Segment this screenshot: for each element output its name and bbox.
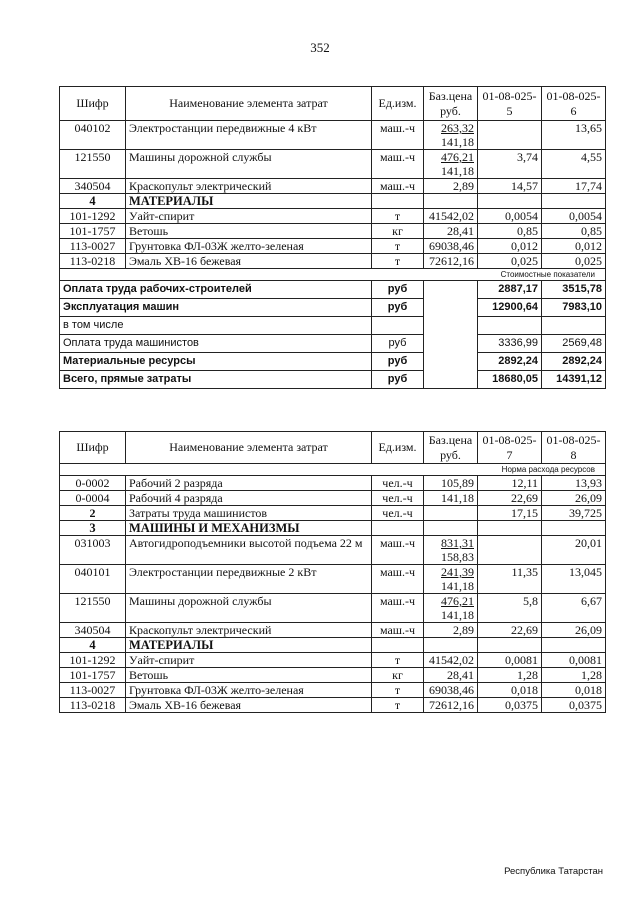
table-row (60, 623, 606, 638)
summary-row (60, 371, 606, 389)
cell-name: Рабочий 4 разряда (126, 491, 372, 506)
summary-unit: руб (372, 371, 424, 389)
summary-label: Оплата труда машинистов (60, 335, 372, 353)
cell-price: 2,89 (424, 179, 478, 194)
cell-unit: маш.-ч (372, 150, 424, 179)
cell-price: 72612,16 (424, 698, 478, 713)
cell-price: 28,41 (424, 224, 478, 239)
cell-code: 040101 (60, 565, 126, 594)
cell-unit: т (372, 209, 424, 224)
cost-table-1 (59, 86, 606, 389)
cell-value: 17,15 (478, 506, 542, 521)
cell-value: 0,85 (478, 224, 542, 239)
cell-price: 476,21 141,18 (424, 150, 478, 179)
summary-label: Всего, прямые затраты (60, 371, 372, 389)
cell-price: 141,18 (424, 491, 478, 506)
cell-code: 101-1757 (60, 668, 126, 683)
table-row (60, 224, 606, 239)
summary-label: в том числе (60, 317, 372, 335)
cell-value: 0,0054 (478, 209, 542, 224)
cell-code: 340504 (60, 179, 126, 194)
cell-price: 41542,02 (424, 653, 478, 668)
summary-value (478, 317, 542, 335)
summary-row (60, 353, 606, 371)
cell-value: 0,012 (478, 239, 542, 254)
cell-value: 22,69 (478, 623, 542, 638)
cell-value: 0,012 (542, 239, 606, 254)
table-row (60, 179, 606, 194)
header-name: Наименование элемента затрат (126, 87, 372, 121)
cell-unit: т (372, 698, 424, 713)
table-row (60, 209, 606, 224)
group-number: 4 (60, 638, 126, 653)
cell-value: 0,0054 (542, 209, 606, 224)
page-number: 352 (310, 40, 330, 55)
cell-name: Машины дорожной службы (126, 150, 372, 179)
table-row (60, 594, 606, 623)
cell-name: Грунтовка ФЛ-03Ж желто-зеленая (126, 239, 372, 254)
cell-value: 0,018 (542, 683, 606, 698)
cell-value: 26,09 (542, 491, 606, 506)
cell-unit: маш.-ч (372, 536, 424, 565)
summary-value: 7983,10 (542, 299, 606, 317)
cell-name: Электростанции передвижные 4 кВт (126, 121, 372, 150)
cell-price: 69038,46 (424, 683, 478, 698)
header-unit: Ед.изм. (372, 432, 424, 464)
summary-value: 14391,12 (542, 371, 606, 389)
header-col-6: 01-08-025-6 (542, 87, 606, 121)
cell-unit: маш.-ч (372, 121, 424, 150)
cell-value: 4,55 (542, 150, 606, 179)
cell-name: Грунтовка ФЛ-03Ж желто-зеленая (126, 683, 372, 698)
cell-price: 105,89 (424, 476, 478, 491)
group-header (60, 194, 606, 209)
cell-unit: т (372, 683, 424, 698)
summary-unit: руб (372, 299, 424, 317)
group-title: МАТЕРИАЛЫ (126, 194, 372, 209)
cell-price: 69038,46 (424, 239, 478, 254)
summary-value: 18680,05 (478, 371, 542, 389)
cost-indicators-header: Стоимостные показатели (60, 269, 606, 281)
cell-unit: т (372, 239, 424, 254)
summary-label: Эксплуатация машин (60, 299, 372, 317)
summary-value: 2887,17 (478, 281, 542, 299)
cell-price: 2,89 (424, 623, 478, 638)
header-price: Баз.цена руб. (424, 87, 478, 121)
cell-value: 5,8 (478, 594, 542, 623)
table-row (60, 565, 606, 594)
header-code: Шифр (60, 87, 126, 121)
summary-row (60, 299, 606, 317)
group-number: 4 (60, 194, 126, 209)
cell-name: Рабочий 2 разряда (126, 476, 372, 491)
cell-unit: маш.-ч (372, 623, 424, 638)
table-row (60, 683, 606, 698)
cell-unit: маш.-ч (372, 179, 424, 194)
table-row (60, 239, 606, 254)
summary-value: 2892,24 (542, 353, 606, 371)
table-row (60, 254, 606, 269)
cell-name: Ветошь (126, 668, 372, 683)
cell-value: 0,85 (542, 224, 606, 239)
cell-value: 1,28 (478, 668, 542, 683)
cell-value: 13,93 (542, 476, 606, 491)
cell-value: 13,045 (542, 565, 606, 594)
cell-name: Краскопульт электрический (126, 623, 372, 638)
cell-value: 0,0081 (542, 653, 606, 668)
cell-unit: чел.-ч (372, 476, 424, 491)
cell-code: 101-1757 (60, 224, 126, 239)
cell-value: 1,28 (542, 668, 606, 683)
summary-value: 3515,78 (542, 281, 606, 299)
group-number: 3 (60, 521, 126, 536)
cell-value: 6,67 (542, 594, 606, 623)
cell-unit: кг (372, 668, 424, 683)
summary-unit: руб (372, 353, 424, 371)
cell-unit: кг (372, 224, 424, 239)
summary-label: Материальные ресурсы (60, 353, 372, 371)
cell-unit: чел.-ч (372, 506, 424, 521)
summary-unit (372, 317, 424, 335)
summary-row (60, 335, 606, 353)
norm-header: Норма расхода ресурсов (60, 464, 606, 476)
summary-value: 2569,48 (542, 335, 606, 353)
cell-value: 13,65 (542, 121, 606, 150)
header-col-8: 01-08-025-8 (542, 432, 606, 464)
cell-value: 17,74 (542, 179, 606, 194)
cell-code: 101-1292 (60, 209, 126, 224)
cell-value: 0,018 (478, 683, 542, 698)
group-title: МАТЕРИАЛЫ (126, 638, 372, 653)
table-row (60, 536, 606, 565)
group-header (60, 638, 606, 653)
cell-value: 0,0375 (542, 698, 606, 713)
cell-price: 241,39 141,18 (424, 565, 478, 594)
cell-price: 263,32 141,18 (424, 121, 478, 150)
header-col-5: 01-08-025-5 (478, 87, 542, 121)
cell-price: 476,21 141,18 (424, 594, 478, 623)
cell-name: Ветошь (126, 224, 372, 239)
cell-code: 031003 (60, 536, 126, 565)
table-row (60, 150, 606, 179)
table-row (60, 491, 606, 506)
cell-unit: маш.-ч (372, 565, 424, 594)
cell-name: Уайт-спирит (126, 209, 372, 224)
cell-value: 26,09 (542, 623, 606, 638)
cell-name: Затраты труда машинистов (126, 506, 372, 521)
cell-name: Автогидроподъемники высотой подъема 22 м (126, 536, 372, 565)
cell-code: 2 (60, 506, 126, 521)
cell-code: 113-0027 (60, 239, 126, 254)
table-row (60, 121, 606, 150)
cell-code: 121550 (60, 150, 126, 179)
group-title: МАШИНЫ И МЕХАНИЗМЫ (126, 521, 372, 536)
cell-code: 0-0002 (60, 476, 126, 491)
cell-unit: маш.-ч (372, 594, 424, 623)
cell-unit: т (372, 254, 424, 269)
cell-value: 12,11 (478, 476, 542, 491)
header-name: Наименование элемента затрат (126, 432, 372, 464)
cell-value: 20,01 (542, 536, 606, 565)
cell-name: Эмаль ХВ-16 бежевая (126, 698, 372, 713)
cell-code: 040102 (60, 121, 126, 150)
cell-name: Краскопульт электрический (126, 179, 372, 194)
footer-region: Республика Татарстан (504, 866, 603, 877)
cell-value (478, 121, 542, 150)
cell-value: 0,025 (478, 254, 542, 269)
header-price: Баз.цена руб. (424, 432, 478, 464)
cell-price: 831,31 158,83 (424, 536, 478, 565)
cell-price: 41542,02 (424, 209, 478, 224)
cell-value: 11,35 (478, 565, 542, 594)
summary-value: 12900,64 (478, 299, 542, 317)
summary-row (60, 281, 606, 299)
cell-value: 0,0375 (478, 698, 542, 713)
cell-code: 113-0218 (60, 698, 126, 713)
cell-code: 101-1292 (60, 653, 126, 668)
cell-price: 28,41 (424, 668, 478, 683)
table-row (60, 506, 606, 521)
table-row (60, 668, 606, 683)
cell-value: 3,74 (478, 150, 542, 179)
cell-value: 22,69 (478, 491, 542, 506)
summary-value: 2892,24 (478, 353, 542, 371)
summary-value: 3336,99 (478, 335, 542, 353)
cell-value (478, 536, 542, 565)
cell-value: 14,57 (478, 179, 542, 194)
cell-name: Эмаль ХВ-16 бежевая (126, 254, 372, 269)
cell-name: Электростанции передвижные 2 кВт (126, 565, 372, 594)
header-col-7: 01-08-025-7 (478, 432, 542, 464)
cell-value: 39,725 (542, 506, 606, 521)
summary-unit: руб (372, 281, 424, 299)
cell-code: 121550 (60, 594, 126, 623)
cell-code: 340504 (60, 623, 126, 638)
cell-code: 0-0004 (60, 491, 126, 506)
cell-unit: чел.-ч (372, 491, 424, 506)
cell-code: 113-0027 (60, 683, 126, 698)
summary-label: Оплата труда рабочих-строителей (60, 281, 372, 299)
cost-table-2 (59, 431, 606, 713)
summary-unit: руб (372, 335, 424, 353)
header-unit: Ед.изм. (372, 87, 424, 121)
table-row (60, 653, 606, 668)
table-row (60, 698, 606, 713)
cell-price: 72612,16 (424, 254, 478, 269)
summary-value (542, 317, 606, 335)
table-row (60, 476, 606, 491)
cell-name: Машины дорожной службы (126, 594, 372, 623)
cell-value: 0,0081 (478, 653, 542, 668)
cell-name: Уайт-спирит (126, 653, 372, 668)
cell-unit: т (372, 653, 424, 668)
summary-row (60, 317, 606, 335)
cell-value: 0,025 (542, 254, 606, 269)
cell-code: 113-0218 (60, 254, 126, 269)
header-code: Шифр (60, 432, 126, 464)
group-header (60, 521, 606, 536)
